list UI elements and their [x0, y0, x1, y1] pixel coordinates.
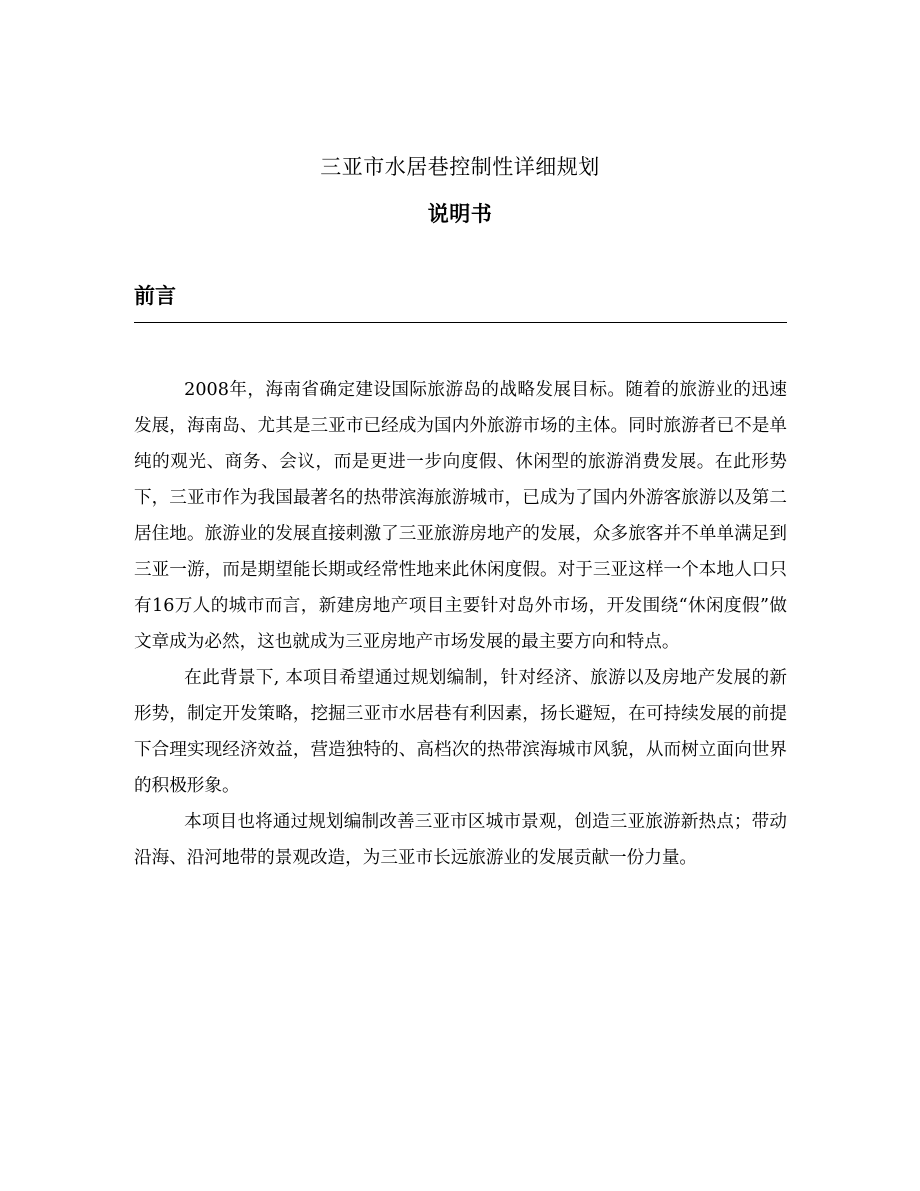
paragraph: 2008年，海南省确定建设国际旅游岛的战略发展目标。随着的旅游业的迅速发展，海南岛、尤其是三亚市已经成为国内外旅游市场的主体。同时旅游者已不是单纯的观光、商务、会议，而是更进一步向度假、休闲型的旅游消费发展。在此形势下，三亚市作为我国最著名的热带滨海旅游城市，已成为了国内外游客旅游以及第二居住地。旅游业的发展直接刺激了三亚旅游房地产的发展，众多旅客并不单单满足到三亚一游，而是期望能长期或经常性地来此休闲度假。对于三亚这样一个本地人口只有16万人的城市而言，新建房地产项目主要针对岛外市场，开发围绕“休闲度假”做文章成为必然，这也就成为三亚房地产市场发展的最主要方向和特点。 — [134, 380, 787, 652]
body-text — [134, 372, 787, 876]
paragraph: 在此背景下, 本项目希望通过规划编制，针对经济、旅游以及房地产发展的新形势，制定开发策略，挖掘三亚市水居巷有利因素，扬长避短，在可持续发展的前提下合理实现经济效益，营造独特的、高档次的热带滨海城市风貌，从而树立面向世界的积极形象。 — [134, 668, 787, 796]
paragraph: 本项目也将通过规划编制改善三亚市区城市景观，创造三亚旅游新热点；带动沿海、沿河地带的景观改造，为三亚市长远旅游业的发展贡献一份力量。 — [134, 812, 787, 868]
document-title: 三亚市水居巷控制性详细规划 — [320, 155, 600, 179]
section-divider — [134, 322, 787, 323]
document-subtitle: 说明书 — [427, 202, 493, 226]
section-heading: 前言 — [134, 284, 176, 308]
